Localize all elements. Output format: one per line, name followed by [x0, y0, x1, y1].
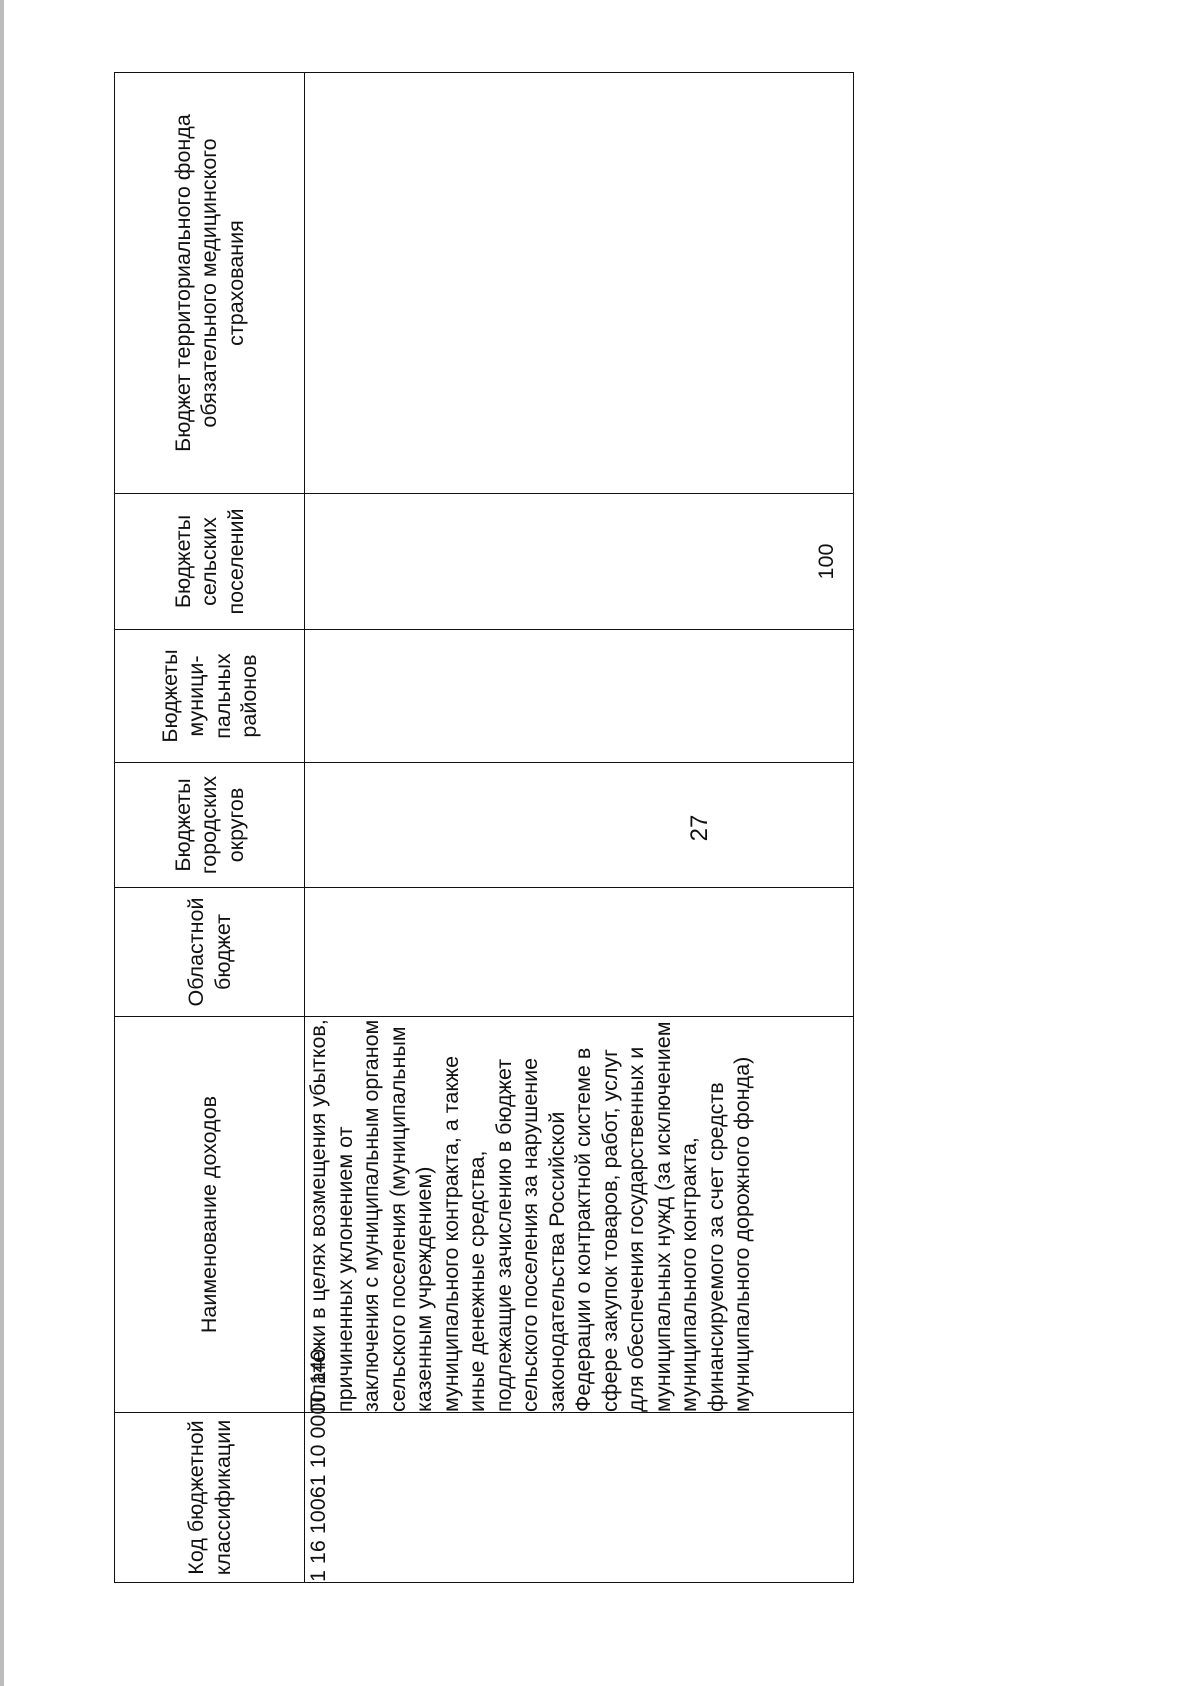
cell-municipal-districts	[305, 630, 854, 763]
header-tfoms: Бюджет территориального фонда обязательного медицинского страхования	[115, 73, 305, 494]
header-municipal-districts: Бюджеты муници-пальных районов	[115, 630, 305, 763]
cell-rural-value: 100	[813, 543, 838, 580]
header-regional-budget: Областной бюджет	[115, 888, 305, 1017]
header-urban-districts: Бюджеты городских округов	[115, 763, 305, 888]
cell-rural-settlements	[305, 494, 854, 630]
header-rural-settlements: Бюджеты сельских поселений	[115, 494, 305, 630]
header-name: Наименование доходов	[115, 1017, 305, 1413]
cell-name: Платежи в целях возмещения убытков, причиненных уклонением от заключения с муниципальным органом сельского поселения (муниципальным казенным учреждением) муниципального контракта, а также иные денежные средства, подлежащие зачислению в бюджет сельского поселения за нарушение законодательства Российской Федерации о контрактной системе в сфере закупок товаров, работ, услуг для обеспечения государственных и муниципальных нужд (за исключением муниципального контракта, финансируемого за счет средств муниципального дорожного фонда)	[305, 1017, 854, 1413]
cell-code: 1 16 10061 10 0000 140	[305, 1413, 854, 1583]
cell-tfoms	[305, 73, 854, 494]
cell-urban-districts	[305, 763, 854, 888]
table-wrapper	[114, 73, 854, 1583]
table-row	[305, 73, 854, 1583]
header-row	[115, 73, 305, 1583]
page-number: 27	[686, 814, 713, 842]
cell-regional-budget	[305, 888, 854, 1017]
scan-edge	[0, 0, 4, 1686]
income-distribution-table	[114, 72, 854, 1583]
header-code: Код бюджетной классификации	[115, 1413, 305, 1583]
